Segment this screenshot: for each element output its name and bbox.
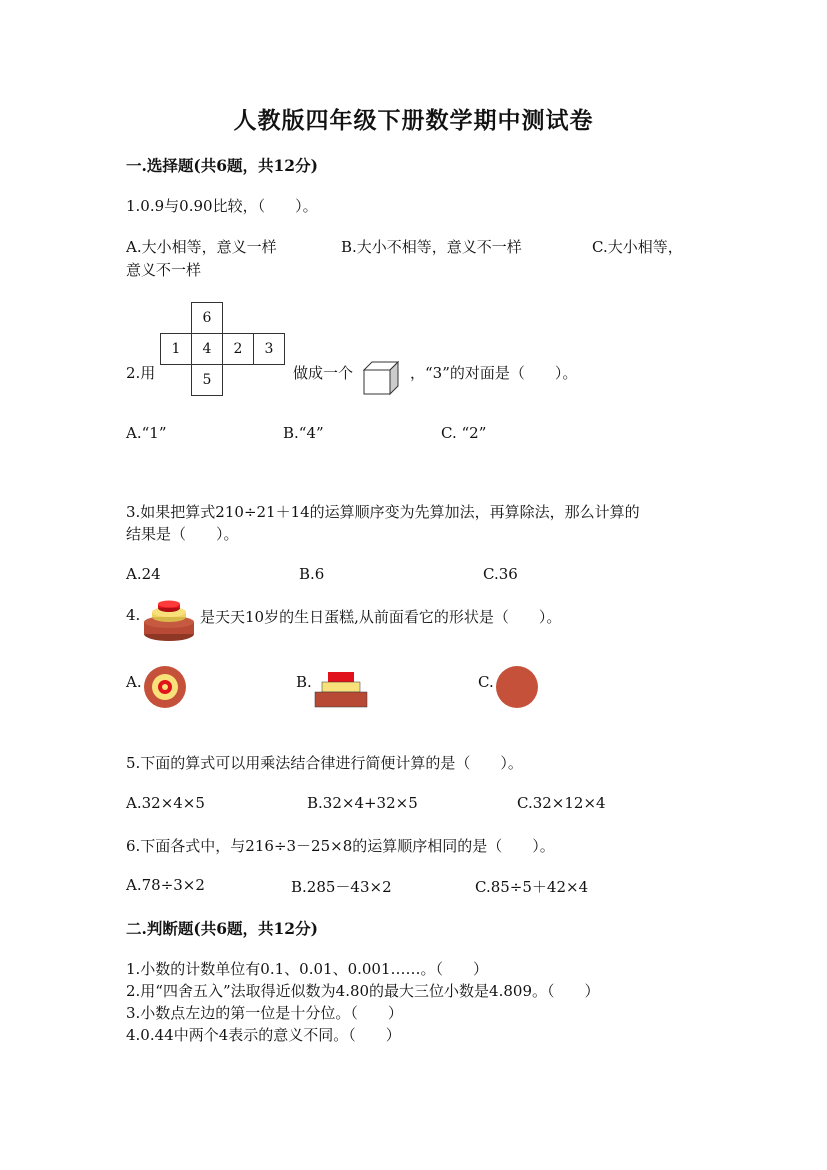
question-2-option-a: A.“1” (126, 424, 167, 442)
net-face: 5 (192, 365, 223, 396)
net-face: 6 (192, 303, 223, 334)
cake-side-circle-icon (495, 665, 539, 709)
net-face: 3 (254, 334, 285, 365)
question-6-option-a: A.78÷3×2 (126, 876, 205, 894)
net-face: 4 (192, 334, 223, 365)
cake-front-view-icon (314, 671, 368, 709)
cube-icon (362, 360, 402, 396)
question-4-option-b: B. (296, 673, 312, 691)
question-3-option-b: B.6 (299, 565, 325, 583)
cube-net-figure (160, 302, 285, 396)
page-title: 人教版四年级下册数学期中测试卷 (233, 107, 594, 134)
question-1-option-a: A.大小相等，意义一样 (126, 238, 277, 256)
judgment-item: 3.小数点左边的第一位是十分位。（ ） (126, 1004, 403, 1022)
section-heading-judgment: 二.判断题(共6题，共12分) (126, 919, 318, 938)
question-4-option-a: A. (126, 673, 142, 691)
question-1-option-c-cont: 意义不一样 (126, 261, 202, 279)
net-face: 2 (223, 334, 254, 365)
question-2-option-b: B.“4” (283, 424, 324, 442)
question-2-option-c: C. “2” (441, 424, 487, 442)
question-6-stem: 6.下面各式中，与216÷3－25×8的运算顺序相同的是（ ）。 (126, 837, 555, 855)
question-6-option-b: B.285－43×2 (291, 878, 392, 896)
section-heading-choice: 一.选择题(共6题，共12分) (126, 156, 318, 175)
question-5-option-c: C.32×12×4 (517, 794, 606, 812)
question-5-option-b: B.32×4+32×5 (307, 794, 418, 812)
question-2-mid: 做成一个 (293, 364, 354, 382)
question-3-line2: 结果是（ ）。 (126, 525, 239, 543)
question-3-option-a: A.24 (126, 565, 161, 583)
judgment-item: 4.0.44中两个4表示的意义不同。（ ） (126, 1026, 401, 1044)
question-3-option-c: C.36 (483, 565, 518, 583)
net-face: 1 (161, 334, 192, 365)
cake-top-view-icon (143, 665, 187, 709)
question-3-line1: 3.如果把算式210÷21＋14的运算顺序变为先算加法，再算除法，那么计算的 (126, 503, 640, 521)
question-5-stem: 5.下面的算式可以用乘法结合律进行简便计算的是（ ）。 (126, 754, 523, 772)
question-4-stem: 是天天10岁的生日蛋糕,从前面看它的形状是（ ）。 (200, 608, 562, 626)
cake-icon (142, 600, 198, 644)
question-1-stem: 1.0.9与0.90比较，（ ）。 (126, 197, 318, 215)
question-5-option-a: A.32×4×5 (126, 794, 205, 812)
judgment-item: 1.小数的计数单位有0.1、0.01、0.001……。（ ） (126, 960, 489, 978)
question-6-option-c: C.85÷5＋42×4 (475, 878, 589, 896)
question-4-option-c: C. (478, 673, 494, 691)
question-1-option-b: B.大小不相等，意义不一样 (341, 238, 522, 256)
question-2-suffix: ，“3”的对面是（ ）。 (410, 364, 578, 382)
question-2-prefix: 2.用 (126, 364, 156, 382)
judgment-item: 2.用“四舍五入”法取得近似数为4.80的最大三位小数是4.809。（ ） (126, 982, 600, 1000)
question-4-prefix: 4. (126, 606, 141, 624)
question-1-option-c: C.大小相等， (592, 238, 683, 256)
